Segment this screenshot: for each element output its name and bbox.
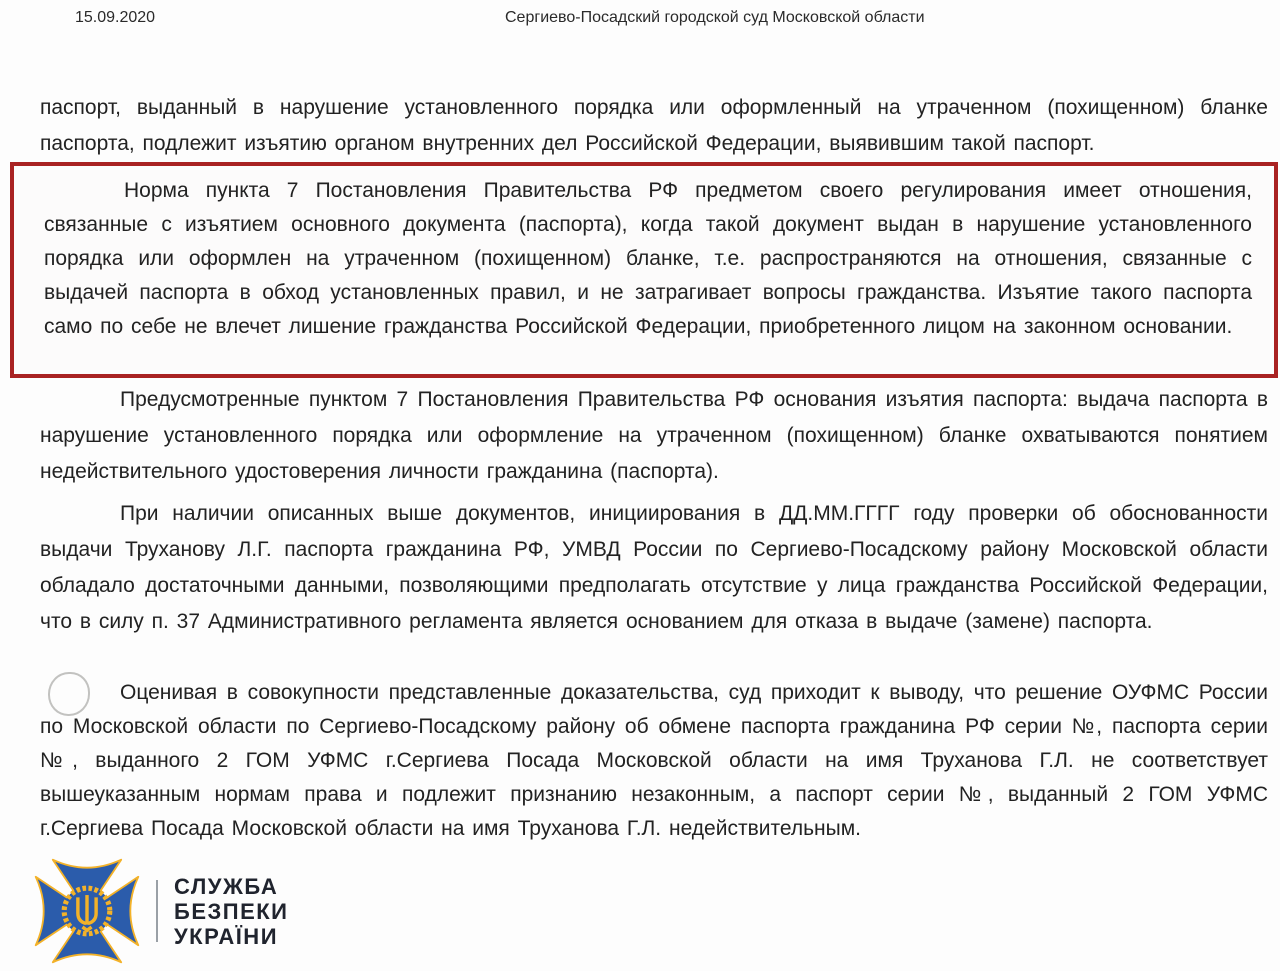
sbu-logo (30, 854, 289, 968)
sbu-wordmark-line2: БЕЗПЕКИ (174, 898, 289, 924)
paragraph-highlighted-norm: Норма пункта 7 Постановления Правительства РФ предметом своего регулирования имеет отношения, связанные с изъятием основного документа (паспорта), когда такой документ выдан в нарушение установленного порядка или оформлен на утраченном (похищенном) бланке, т.е. распространяются на отношения, связанные с выдачей паспорта в обход установленных правил, и не затрагивает вопросы гражданства. Изъятие такого паспорта само по себе не влечет лишение гражданства Российской Федерации, приобретенного лицом на законном основании. (44, 179, 1252, 338)
paragraph-passport-seizure: паспорт, выданный в нарушение установленного порядка или оформленный на утраченном (похищенном) бланке паспорта, подлежит изъятию органом внутренних дел Российской Федерации, выявившим такой паспорт. (40, 96, 1268, 155)
punch-hole-mark (48, 672, 90, 716)
court-name: Сергиево-Посадский городской суд Московской области (505, 9, 925, 26)
paragraph-grounds: Предусмотренные пунктом 7 Постановления Правительства РФ основания изъятия паспорта: выдача паспорта в нарушение установленного порядка или оформление на утраченном (похищенном) бланке охватываются понятием недействительного удостоверения личности гражданина (паспорта). (40, 388, 1268, 483)
sbu-wordmark-line3: УКРАЇНИ (174, 923, 279, 949)
document-date: 15.09.2020 (75, 9, 156, 26)
sbu-wordmark-line1: СЛУЖБА (174, 873, 279, 899)
paragraph-verification: При наличии описанных выше документов, инициирования в ДД.ММ.ГГГГ году проверки об обоснованности выдачи Труханову Л.Г. паспорта гражданина РФ, УМВД России по Сергиево-Посадскому району Московской области обладало достаточными данными, позволяющими предполагать отсутствие у лица гражданства Российской Федерации, что в силу п. 37 Административного регламента является основанием для отказа в выдаче (замене) паспорта. (40, 502, 1268, 633)
logo-divider (156, 880, 158, 942)
paragraph-court-conclusion: Оценивая в совокупности представленные доказательства, суд приходит к выводу, что решение ОУФМС России по Московской области по Сергиево-Посадскому району об обмене паспорта гражданина РФ серии №, паспорта серии №, выданного 2 ГОМ УФМС г.Сергиева Посада Московской области на имя Труханова Г.Л. не соответствует вышеуказанным нормам права и подлежит признанию незаконным, а паспорт серии №, выданный 2 ГОМ УФМС г.Сергиева Посада Московской области на имя Труханова Г.Л. недействительным. (40, 681, 1268, 840)
sbu-cross-emblem-icon (30, 854, 144, 968)
red-highlight-box (10, 162, 1278, 378)
sbu-wordmark (174, 874, 289, 949)
